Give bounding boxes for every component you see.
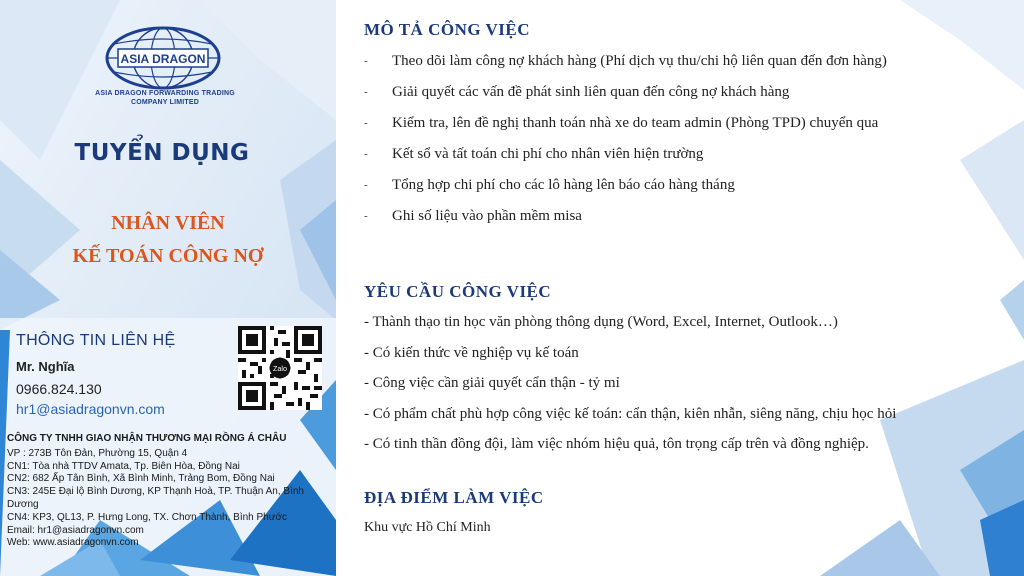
- position-title: [0, 207, 336, 273]
- contact-heading: THÔNG TIN LIÊN HỆ: [16, 332, 176, 349]
- list-item: - Thành thạo tin học văn phòng thông dụng (Word, Excel, Internet, Outlook…): [364, 314, 838, 330]
- list-item: - Có phẩm chất phù hợp công việc kế toán: cẩn thận, kiên nhẫn, siêng năng, chịu học hỏi: [364, 405, 897, 422]
- contact-phone[interactable]: 0966.824.130: [16, 381, 102, 397]
- qr-code-icon: [238, 326, 322, 410]
- address-vp: VP : 273B Tôn Đản, Phường 15, Quận 4: [7, 447, 188, 459]
- position-line2: KẾ TOÁN CÔNG NỢ: [72, 245, 264, 267]
- logo-subtitle-line1: ASIA DRAGON FORWARDING TRADING: [95, 90, 235, 97]
- address-cn4: CN4: KP3, QL13, P. Hưng Long, TX. Chơn Thành, Bình Phước: [7, 511, 287, 523]
- logo-text: ASIA DRAGON: [120, 52, 206, 66]
- logo-subtitle: [40, 89, 290, 107]
- company-website[interactable]: Web: www.asiadragonvn.com: [7, 537, 139, 549]
- zalo-qr-code: [238, 326, 322, 410]
- left-panel: [0, 0, 336, 576]
- company-info: [7, 433, 327, 550]
- list-item: - Công việc cần giải quyết cẩn thận - tỷ mỉ: [364, 375, 620, 391]
- company-email[interactable]: Email: hr1@asiadragonvn.com: [7, 524, 144, 536]
- location-title: ĐỊA ĐIỂM LÀM VIỆC: [364, 488, 544, 507]
- logo-subtitle-line2: COMPANY LIMITED: [130, 99, 200, 106]
- address-cn1: CN1: Tòa nhà TTDV Amata, Tp. Biên Hòa, Đồng Nai: [7, 460, 240, 472]
- contact-name: Mr. Nghĩa: [16, 359, 75, 374]
- requirements-list: [364, 313, 896, 466]
- address-cn2: CN2: 682 Ấp Tân Bình, Xã Bình Minh, Trảng Bom, Đồng Nai: [7, 473, 275, 485]
- position-line1: NHÂN VIÊN: [111, 212, 225, 234]
- requirements-title: YÊU CẦU CÔNG VIỆC: [364, 282, 552, 301]
- location-text: Khu vực Hồ Chí Minh: [364, 520, 491, 535]
- qr-zalo-label: Zalo: [273, 364, 287, 374]
- right-panel: MÔ TẢ CÔNG VIỆC - Theo dõi làm công nợ khách hàng (Phí dịch vụ thu/chi hộ liên quan đến đơn hàng) - Giải quyết các vấn đề phát sinh liên quan đến công nợ khách hàng - Kiểm tra, lên đề nghị thanh toán nhà xe do team admin (Phòng TPD) chuyển qua - Kết sổ và tất toán chi phí cho nhân viên hiện trường - Tổng hợp chi phí cho các lô hàng lên báo cáo hàng tháng - Ghi số liệu vào phần mềm misa YÊU CẦU CÔNG VIỆC - Thành thạo tin học văn phòng thông dụng (Word, Excel, Internet, Outlook…) - Có kiến thức về nghiệp vụ kế toán - Công việc cần giải quyết cẩn thận - tỷ mỉ - Có phẩm chất phù hợp công việc kế toán: cẩn thận, kiên nhẫn, siêng năng, chịu học hỏi - Có tinh thần đồng đội, làm việc nhóm hiệu quả, tôn trọng cấp trên và đồng nghiệp. ĐỊA ĐIỂM LÀM VIỆC Khu vực Hồ Chí Minh: [364, 20, 897, 535]
- list-item: - Có kiến thức về nghiệp vụ kế toán: [364, 344, 579, 361]
- list-item: - Có tinh thần đồng đội, làm việc nhóm hiệu quả, tôn trọng cấp trên và đồng nghiệp.: [364, 436, 869, 452]
- globe-logo-icon: [100, 26, 226, 98]
- company-name: CÔNG TY TNHH GIAO NHẬN THƯƠNG MẠI RỒNG Á CHÂU: [7, 433, 287, 444]
- recruit-title: TUYỂN DỤNG: [74, 140, 250, 166]
- contact-email-link[interactable]: hr1@asiadragonvn.com: [16, 401, 165, 417]
- address-cn3: CN3: 245E Đại lộ Bình Dương, KP Thạnh Hoà, TP. Thuận An, Bình Dương: [7, 486, 304, 510]
- job-description-title: MÔ TẢ CÔNG VIỆC: [364, 20, 531, 39]
- company-logo: [100, 26, 226, 98]
